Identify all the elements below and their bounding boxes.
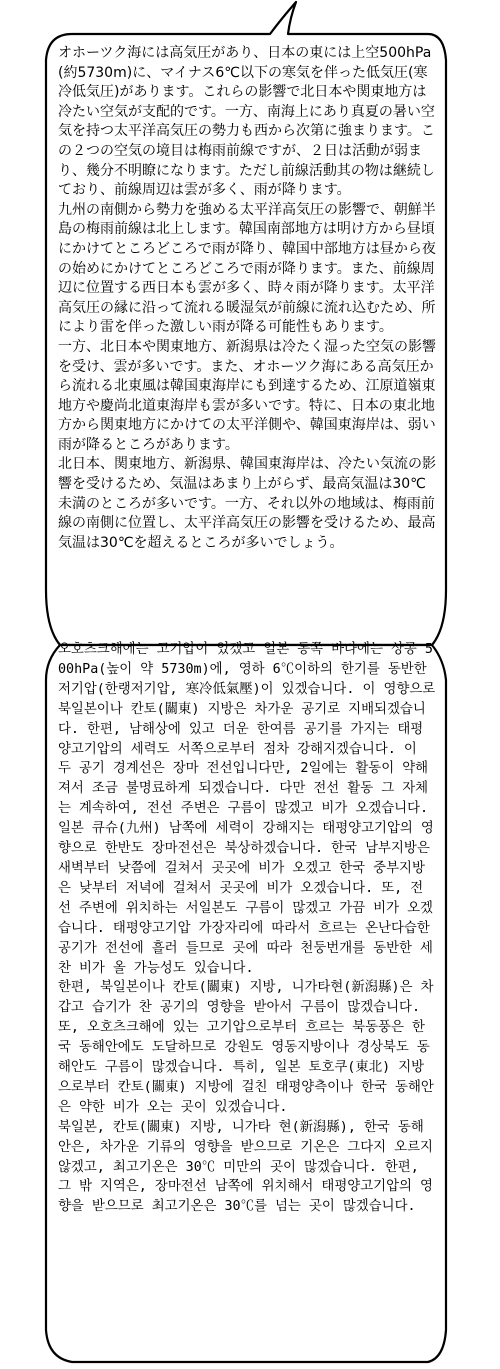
ko-paragraph: 오호츠크해에는 고기압이 있겠고 일본 동쪽 바다에는 상공 500hPa(높이 약 5730m)에, 영하 6℃이하의 한기를 동반한 저기압(한랭저기압, 寒冷低氣壓)이 있겠습니다. 이 영향으로 북일본이나 칸토(關東) 지방은 차가운 공기로 지배되겠습니다. 한편, 남해상에 있고 더운 한여름 공기를 가지는 태평양고기압의 세력도 서쪽으로부터 점차 강해지겠습니다. 이 두 공기 경계선은 장마 전선입니다만, 2일에는 활동이 약해져서 조금 불명료하게 되겠습니다. 다만 전선 활동 그 자체는 계속하여, 전선 주변은 구름이 많겠고 비가 오겠습니다. xyxy=(58,642,436,817)
ja-paragraph: オホーツク海には高気圧があり、日本の東には上空500hPa(約5730m)に、マイナス6℃以下の寒気を伴った低気圧(寒冷低気圧)があります。これらの影響で北日本や関東地方は冷たい空気が支配的です。一方、南海上にあり真夏の暑い空気を持つ太平洋高気圧の勢力も西から次第に強まります。この２つの空気の境目は梅雨前線ですが、２日は活動が弱まり、幾分不明瞭になります。ただし前線活動其の物は継続しており、前線周辺は雲が多く、雨が降ります。 xyxy=(58,45,435,199)
ja-paragraph: 一方、北日本や関東地方、新潟県は冷たく湿った空気の影響を受け、雲が多いです。また、オホーツク海にある高気圧から流れる北東風は韓国東海岸にも到達するため、江原道嶺東地方や慶尚北道東海岸も雲が多いです。特に、日本の東北地方から関東地方にかけての太平洋側や、韓国東海岸は、弱い雨が降るところがあります。 xyxy=(58,338,436,453)
ja-paragraph: 九州の南側から勢力を強める太平洋高気圧の影響で、朝鮮半島の梅雨前線は北上します。韓国南部地方は明け方から昼頃にかけてところどころで雨が降り、韓国中部地方は昼から夜の始めにかけてところどころで雨が降ります。また、前線周辺に位置する西日本も雲が多く、時々雨が降ります。太平洋高気圧の縁に沿って流れる暖湿気が前線に流れ込むため、所により雷を伴った激しい雨が降る可能性もあります。 xyxy=(58,201,436,336)
ja-paragraph: 北日本、関東地方、新潟県、韓国東海岸は、冷たい気流の影響を受けるため、気温はあまり上がらず、最高気温は30℃未満のところが多いです。一方、それ以外の地域は、梅雨前線の南側に位置し、太平洋高気圧の影響を受けるため、最高気温は30℃を超えるところが多いでしょう。 xyxy=(58,456,436,551)
ko-paragraph: 일본 큐슈(九州) 남쪽에 세력이 강해지는 태평양고기압의 영향으로 한반도 장마전선은 북상하겠습니다. 한국 남부지방은 새벽부터 낮쯤에 걸쳐서 곳곳에 비가 오겠고 한국 중부지방은 낮부터 저녁에 걸쳐서 곳곳에 비가 오겠습니다. 또, 전선 주변에 위치하는 서일본도 구름이 많겠고 가끔 비가 오겠습니다. 태평양고기압 가장자리에 따라서 흐르는 온난다습한 공기가 전선에 흘러 들므로 곳에 따라 천둥번개를 동반한 세찬 비가 올 가능성도 있습니다. xyxy=(58,821,434,976)
ko-paragraph: 북일본, 칸토(關東) 지방, 니가타 현(新潟縣), 한국 동해안은, 차가운 기류의 영향을 받으므로 기온은 그다지 오르지 않겠고, 최고기온은 30℃ 미만의 곳이 많겠습니다. 한편, 그 밖 지역은, 장마전선 남쪽에 위치해서 태평양고기압의 영향을 받으므로 최고기온은 30℃를 넘는 곳이 많겠습니다. xyxy=(58,1119,433,1215)
ko-paragraph: 한편, 북일본이나 칸토(關東) 지방, 니가타현(新潟縣)은 차갑고 습기가 찬 공기의 영향을 받아서 구름이 많겠습니다. 또, 오호츠크해에 있는 고기압으로부터 흐르는 북동풍은 한국 동해안에도 도달하므로 강원도 영동지방이나 경상북도 동해안도 구름이 많겠습니다. 특히, 일본 토호쿠(東北) 지방으로부터 칸토(關東) 지방에 걸친 태평양측이나 한국 동해안은 약한 비가 오는 곳이 있겠습니다. xyxy=(58,980,434,1115)
japanese-forecast-text xyxy=(58,44,436,553)
korean-forecast-text xyxy=(58,640,436,1217)
